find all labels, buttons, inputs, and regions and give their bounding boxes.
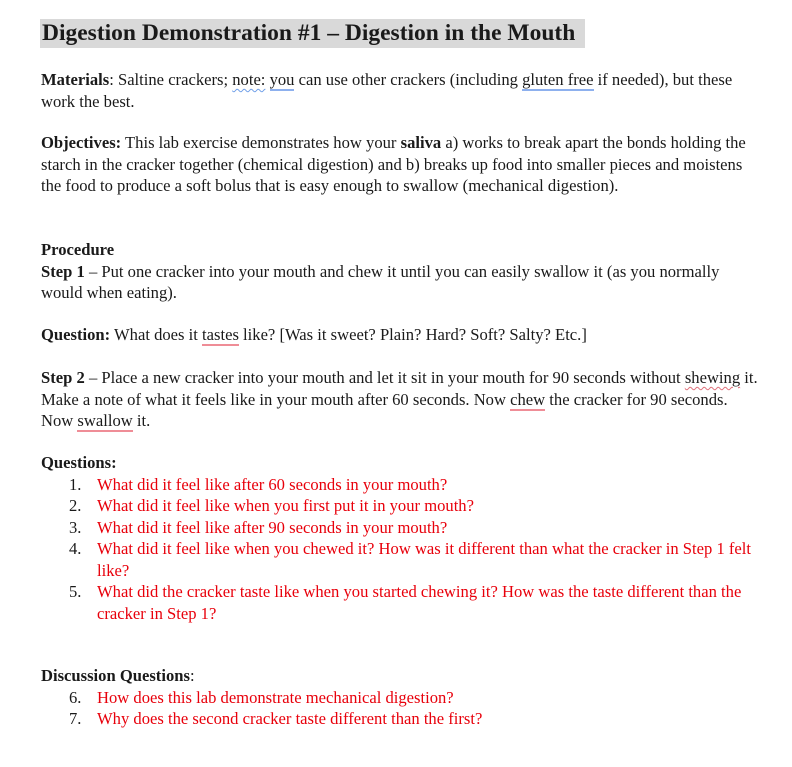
item-text: What did it feel like when you chewed it? How was it different than what the cracker in Step 1 felt like? <box>97 539 752 580</box>
discussion-heading: Discussion Questions <box>41 666 190 685</box>
tastes-word: tastes <box>202 325 239 344</box>
item-number: 5. <box>69 582 82 601</box>
question-text-2: like? [Was it sweet? Plain? Hard? Soft? Salty? Etc.] <box>238 325 587 344</box>
question-text: What does it <box>110 325 203 344</box>
objectives-label: Objectives: <box>41 133 122 152</box>
step2-text-2: it. Make a note of what it feels like in your mouth after 60 seconds. Now <box>41 368 758 409</box>
item-number: 4. <box>69 539 82 558</box>
step1-text: – Put one cracker into your mouth and chew it until you can easily swallow it (as you normally would when eating). <box>41 261 720 302</box>
questions-list <box>41 474 763 625</box>
item-text: What did it feel like after 60 seconds in your mouth? <box>97 474 448 494</box>
shewing-word: shewing <box>684 368 741 387</box>
materials-label: Materials <box>41 70 110 89</box>
list-item <box>41 517 763 539</box>
procedure-heading: Procedure <box>41 240 115 259</box>
item-number: 3. <box>69 517 82 537</box>
item-number: 6. <box>69 687 82 707</box>
step2-paragraph <box>41 367 763 432</box>
list-item <box>41 495 763 517</box>
materials-text: : Saltine crackers; <box>109 70 233 89</box>
step1-label: Step 1 <box>41 261 85 281</box>
materials-text-2: can use other crackers (including <box>294 70 523 89</box>
materials-paragraph <box>41 69 763 112</box>
item-number: 1. <box>69 474 82 494</box>
list-item <box>41 474 763 496</box>
you-word: you <box>269 70 295 89</box>
item-text: What did the cracker taste like when you started chewing it? How was the taste different than the cracker in Step 1? <box>97 582 742 623</box>
objectives-text: This lab exercise demonstrates how your <box>121 133 401 152</box>
question-paragraph <box>41 324 587 346</box>
title-block <box>40 19 585 48</box>
questions-heading: Questions: <box>41 453 117 472</box>
step2-text-3: the cracker for 90 seconds. Now <box>41 389 728 430</box>
discussion-colon: : <box>189 666 195 685</box>
discussion-list <box>41 687 482 730</box>
objectives-paragraph <box>41 132 763 197</box>
gluten-free-word: gluten free <box>522 70 594 89</box>
objectives-text-2: a) works to break apart the bonds holding the starch in the cracker together (chemical digestion) and b) breaks up food into smaller pieces and moistens the food to produce a soft bolus that is easy enough to swallow (mechanical digestion). <box>41 133 746 195</box>
saliva-word: saliva <box>400 133 442 152</box>
list-item <box>41 687 482 709</box>
procedure-paragraph <box>41 239 763 304</box>
item-text: What did it feel like after 90 seconds in your mouth? <box>97 517 448 537</box>
list-item <box>41 538 763 581</box>
chew-word: chew <box>510 389 546 409</box>
item-text: What did it feel like when you first put it in your mouth? <box>97 496 474 515</box>
item-number: 2. <box>69 496 82 515</box>
questions-section <box>41 452 763 624</box>
note-word: note: <box>232 70 266 89</box>
step2-text: – Place a new cracker into your mouth and let it sit in your mouth for 90 seconds without <box>84 368 685 387</box>
discussion-section <box>41 665 482 730</box>
materials-space <box>265 70 269 89</box>
step2-label: Step 2 <box>41 368 85 387</box>
step2-text-4: it. <box>132 411 151 430</box>
list-item <box>41 581 763 624</box>
question-label: Question: <box>41 325 111 344</box>
item-text: How does this lab demonstrate mechanical digestion? <box>97 687 454 707</box>
discussion-heading-line <box>41 665 482 687</box>
item-text: Why does the second cracker taste different than the first? <box>97 709 483 728</box>
page-title: Digestion Demonstration #1 – Digestion in the Mouth <box>40 19 585 48</box>
materials-text-3: if needed), but these work the best. <box>41 70 733 111</box>
list-item <box>41 708 482 730</box>
item-number: 7. <box>69 709 82 728</box>
swallow-word: swallow <box>77 411 133 430</box>
